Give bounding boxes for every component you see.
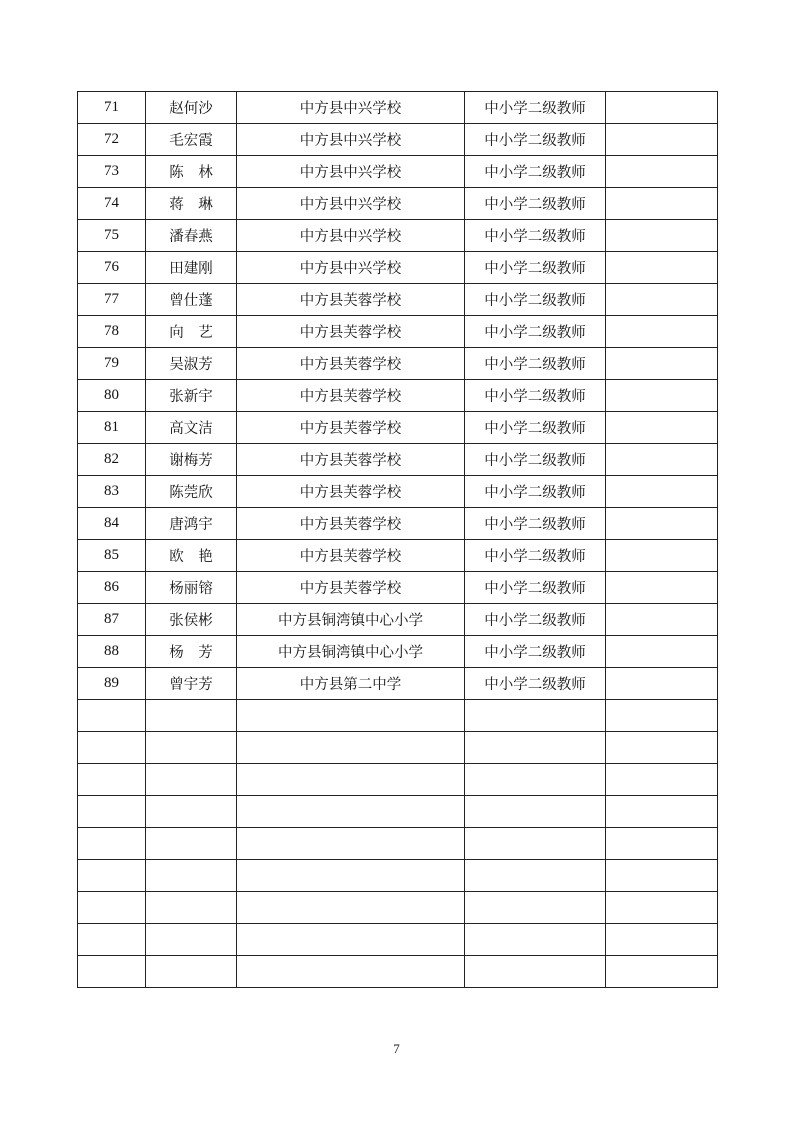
remarks-cell <box>606 444 718 476</box>
remarks-cell <box>606 956 718 988</box>
school-cell <box>237 700 465 732</box>
row-number-cell <box>78 828 146 860</box>
table-row <box>78 252 718 284</box>
title-cell: 中小学二级教师 <box>465 220 606 252</box>
remarks-cell <box>606 316 718 348</box>
row-number-cell <box>78 796 146 828</box>
title-cell <box>465 700 606 732</box>
title-cell: 中小学二级教师 <box>465 284 606 316</box>
row-number-cell: 83 <box>78 476 146 508</box>
table-row <box>78 796 718 828</box>
table-row <box>78 124 718 156</box>
table-row <box>78 636 718 668</box>
remarks-cell <box>606 636 718 668</box>
remarks-cell <box>606 604 718 636</box>
school-cell: 中方县芙蓉学校 <box>237 540 465 572</box>
school-cell: 中方县芙蓉学校 <box>237 412 465 444</box>
remarks-cell <box>606 572 718 604</box>
row-number-cell <box>78 956 146 988</box>
school-cell: 中方县中兴学校 <box>237 220 465 252</box>
teacher-name-cell: 唐鸿宇 <box>146 508 237 540</box>
table-row <box>78 700 718 732</box>
teacher-name-cell: 吴淑芳 <box>146 348 237 380</box>
row-number-cell <box>78 764 146 796</box>
row-number-cell: 87 <box>78 604 146 636</box>
title-cell <box>465 796 606 828</box>
row-number-cell <box>78 860 146 892</box>
school-cell: 中方县芙蓉学校 <box>237 508 465 540</box>
title-cell: 中小学二级教师 <box>465 252 606 284</box>
teacher-name-cell: 向 艺 <box>146 316 237 348</box>
teacher-name-cell: 田建刚 <box>146 252 237 284</box>
school-cell: 中方县芙蓉学校 <box>237 476 465 508</box>
table-row <box>78 572 718 604</box>
row-number-cell: 71 <box>78 92 146 124</box>
title-cell <box>465 956 606 988</box>
table-row <box>78 348 718 380</box>
row-number-cell: 77 <box>78 284 146 316</box>
row-number-cell <box>78 732 146 764</box>
row-number-cell: 82 <box>78 444 146 476</box>
table-row <box>78 732 718 764</box>
remarks-cell <box>606 924 718 956</box>
school-cell: 中方县芙蓉学校 <box>237 348 465 380</box>
school-cell: 中方县芙蓉学校 <box>237 284 465 316</box>
school-cell: 中方县中兴学校 <box>237 124 465 156</box>
table-row <box>78 540 718 572</box>
school-cell <box>237 860 465 892</box>
teacher-name-cell: 杨丽镕 <box>146 572 237 604</box>
teacher-name-cell: 蒋 琳 <box>146 188 237 220</box>
teacher-name-cell: 张新宇 <box>146 380 237 412</box>
title-cell: 中小学二级教师 <box>465 412 606 444</box>
title-cell <box>465 892 606 924</box>
table-row <box>78 92 718 124</box>
title-cell: 中小学二级教师 <box>465 604 606 636</box>
table-row <box>78 412 718 444</box>
remarks-cell <box>606 348 718 380</box>
row-number-cell: 81 <box>78 412 146 444</box>
remarks-cell <box>606 124 718 156</box>
teacher-name-cell <box>146 828 237 860</box>
school-cell <box>237 924 465 956</box>
teacher-name-cell: 张侯彬 <box>146 604 237 636</box>
school-cell: 中方县中兴学校 <box>237 156 465 188</box>
title-cell <box>465 828 606 860</box>
remarks-cell <box>606 540 718 572</box>
table-row <box>78 764 718 796</box>
school-cell: 中方县中兴学校 <box>237 188 465 220</box>
school-cell: 中方县芙蓉学校 <box>237 316 465 348</box>
row-number-cell: 89 <box>78 668 146 700</box>
table-row <box>78 956 718 988</box>
remarks-cell <box>606 220 718 252</box>
row-number-cell <box>78 924 146 956</box>
table-row <box>78 668 718 700</box>
row-number-cell: 85 <box>78 540 146 572</box>
title-cell: 中小学二级教师 <box>465 668 606 700</box>
teacher-name-cell <box>146 860 237 892</box>
title-cell <box>465 732 606 764</box>
row-number-cell: 76 <box>78 252 146 284</box>
remarks-cell <box>606 252 718 284</box>
table-row <box>78 444 718 476</box>
row-number-cell <box>78 892 146 924</box>
school-cell <box>237 796 465 828</box>
row-number-cell: 74 <box>78 188 146 220</box>
remarks-cell <box>606 156 718 188</box>
school-cell <box>237 892 465 924</box>
title-cell: 中小学二级教师 <box>465 124 606 156</box>
row-number-cell: 88 <box>78 636 146 668</box>
row-number-cell: 80 <box>78 380 146 412</box>
row-number-cell: 72 <box>78 124 146 156</box>
title-cell: 中小学二级教师 <box>465 156 606 188</box>
row-number-cell: 86 <box>78 572 146 604</box>
teacher-name-cell: 赵何沙 <box>146 92 237 124</box>
table-row <box>78 380 718 412</box>
remarks-cell <box>606 796 718 828</box>
row-number-cell: 78 <box>78 316 146 348</box>
school-cell: 中方县铜湾镇中心小学 <box>237 636 465 668</box>
title-cell: 中小学二级教师 <box>465 572 606 604</box>
title-cell: 中小学二级教师 <box>465 316 606 348</box>
remarks-cell <box>606 828 718 860</box>
title-cell <box>465 860 606 892</box>
teacher-name-cell: 欧 艳 <box>146 540 237 572</box>
teacher-name-cell: 毛宏霞 <box>146 124 237 156</box>
teacher-name-cell: 谢梅芳 <box>146 444 237 476</box>
remarks-cell <box>606 892 718 924</box>
title-cell: 中小学二级教师 <box>465 92 606 124</box>
row-number-cell: 75 <box>78 220 146 252</box>
table-row <box>78 892 718 924</box>
title-cell <box>465 764 606 796</box>
table-row <box>78 156 718 188</box>
row-number-cell <box>78 700 146 732</box>
title-cell: 中小学二级教师 <box>465 380 606 412</box>
table-row <box>78 508 718 540</box>
table-row <box>78 924 718 956</box>
title-cell: 中小学二级教师 <box>465 508 606 540</box>
school-cell: 中方县第二中学 <box>237 668 465 700</box>
school-cell: 中方县芙蓉学校 <box>237 572 465 604</box>
table-row <box>78 828 718 860</box>
teacher-name-cell: 潘春燕 <box>146 220 237 252</box>
school-cell <box>237 732 465 764</box>
remarks-cell <box>606 732 718 764</box>
table-row <box>78 284 718 316</box>
remarks-cell <box>606 380 718 412</box>
school-cell: 中方县芙蓉学校 <box>237 444 465 476</box>
row-number-cell: 84 <box>78 508 146 540</box>
school-cell <box>237 764 465 796</box>
roster-table <box>77 91 718 988</box>
title-cell: 中小学二级教师 <box>465 540 606 572</box>
teacher-name-cell <box>146 956 237 988</box>
title-cell: 中小学二级教师 <box>465 476 606 508</box>
remarks-cell <box>606 476 718 508</box>
teacher-name-cell: 曾仕蓬 <box>146 284 237 316</box>
title-cell: 中小学二级教师 <box>465 348 606 380</box>
school-cell: 中方县芙蓉学校 <box>237 380 465 412</box>
table-row <box>78 860 718 892</box>
teacher-name-cell <box>146 924 237 956</box>
title-cell: 中小学二级教师 <box>465 188 606 220</box>
teacher-name-cell <box>146 764 237 796</box>
table-row <box>78 220 718 252</box>
table-row <box>78 604 718 636</box>
school-cell <box>237 828 465 860</box>
remarks-cell <box>606 412 718 444</box>
table-row <box>78 316 718 348</box>
school-cell: 中方县中兴学校 <box>237 252 465 284</box>
teacher-name-cell: 高文洁 <box>146 412 237 444</box>
teacher-name-cell: 杨 芳 <box>146 636 237 668</box>
remarks-cell <box>606 764 718 796</box>
title-cell <box>465 924 606 956</box>
teacher-name-cell: 陈 林 <box>146 156 237 188</box>
remarks-cell <box>606 668 718 700</box>
teacher-name-cell <box>146 796 237 828</box>
page-number: 7 <box>393 1041 400 1056</box>
teacher-name-cell: 曾宇芳 <box>146 668 237 700</box>
teacher-name-cell <box>146 700 237 732</box>
roster-table-body <box>78 92 718 988</box>
school-cell: 中方县铜湾镇中心小学 <box>237 604 465 636</box>
title-cell: 中小学二级教师 <box>465 636 606 668</box>
remarks-cell <box>606 860 718 892</box>
teacher-name-cell <box>146 732 237 764</box>
remarks-cell <box>606 92 718 124</box>
school-cell <box>237 956 465 988</box>
remarks-cell <box>606 700 718 732</box>
remarks-cell <box>606 188 718 220</box>
teacher-name-cell <box>146 892 237 924</box>
title-cell: 中小学二级教师 <box>465 444 606 476</box>
school-cell: 中方县中兴学校 <box>237 92 465 124</box>
table-row <box>78 476 718 508</box>
remarks-cell <box>606 284 718 316</box>
row-number-cell: 73 <box>78 156 146 188</box>
teacher-name-cell: 陈莞欣 <box>146 476 237 508</box>
row-number-cell: 79 <box>78 348 146 380</box>
remarks-cell <box>606 508 718 540</box>
table-row <box>78 188 718 220</box>
